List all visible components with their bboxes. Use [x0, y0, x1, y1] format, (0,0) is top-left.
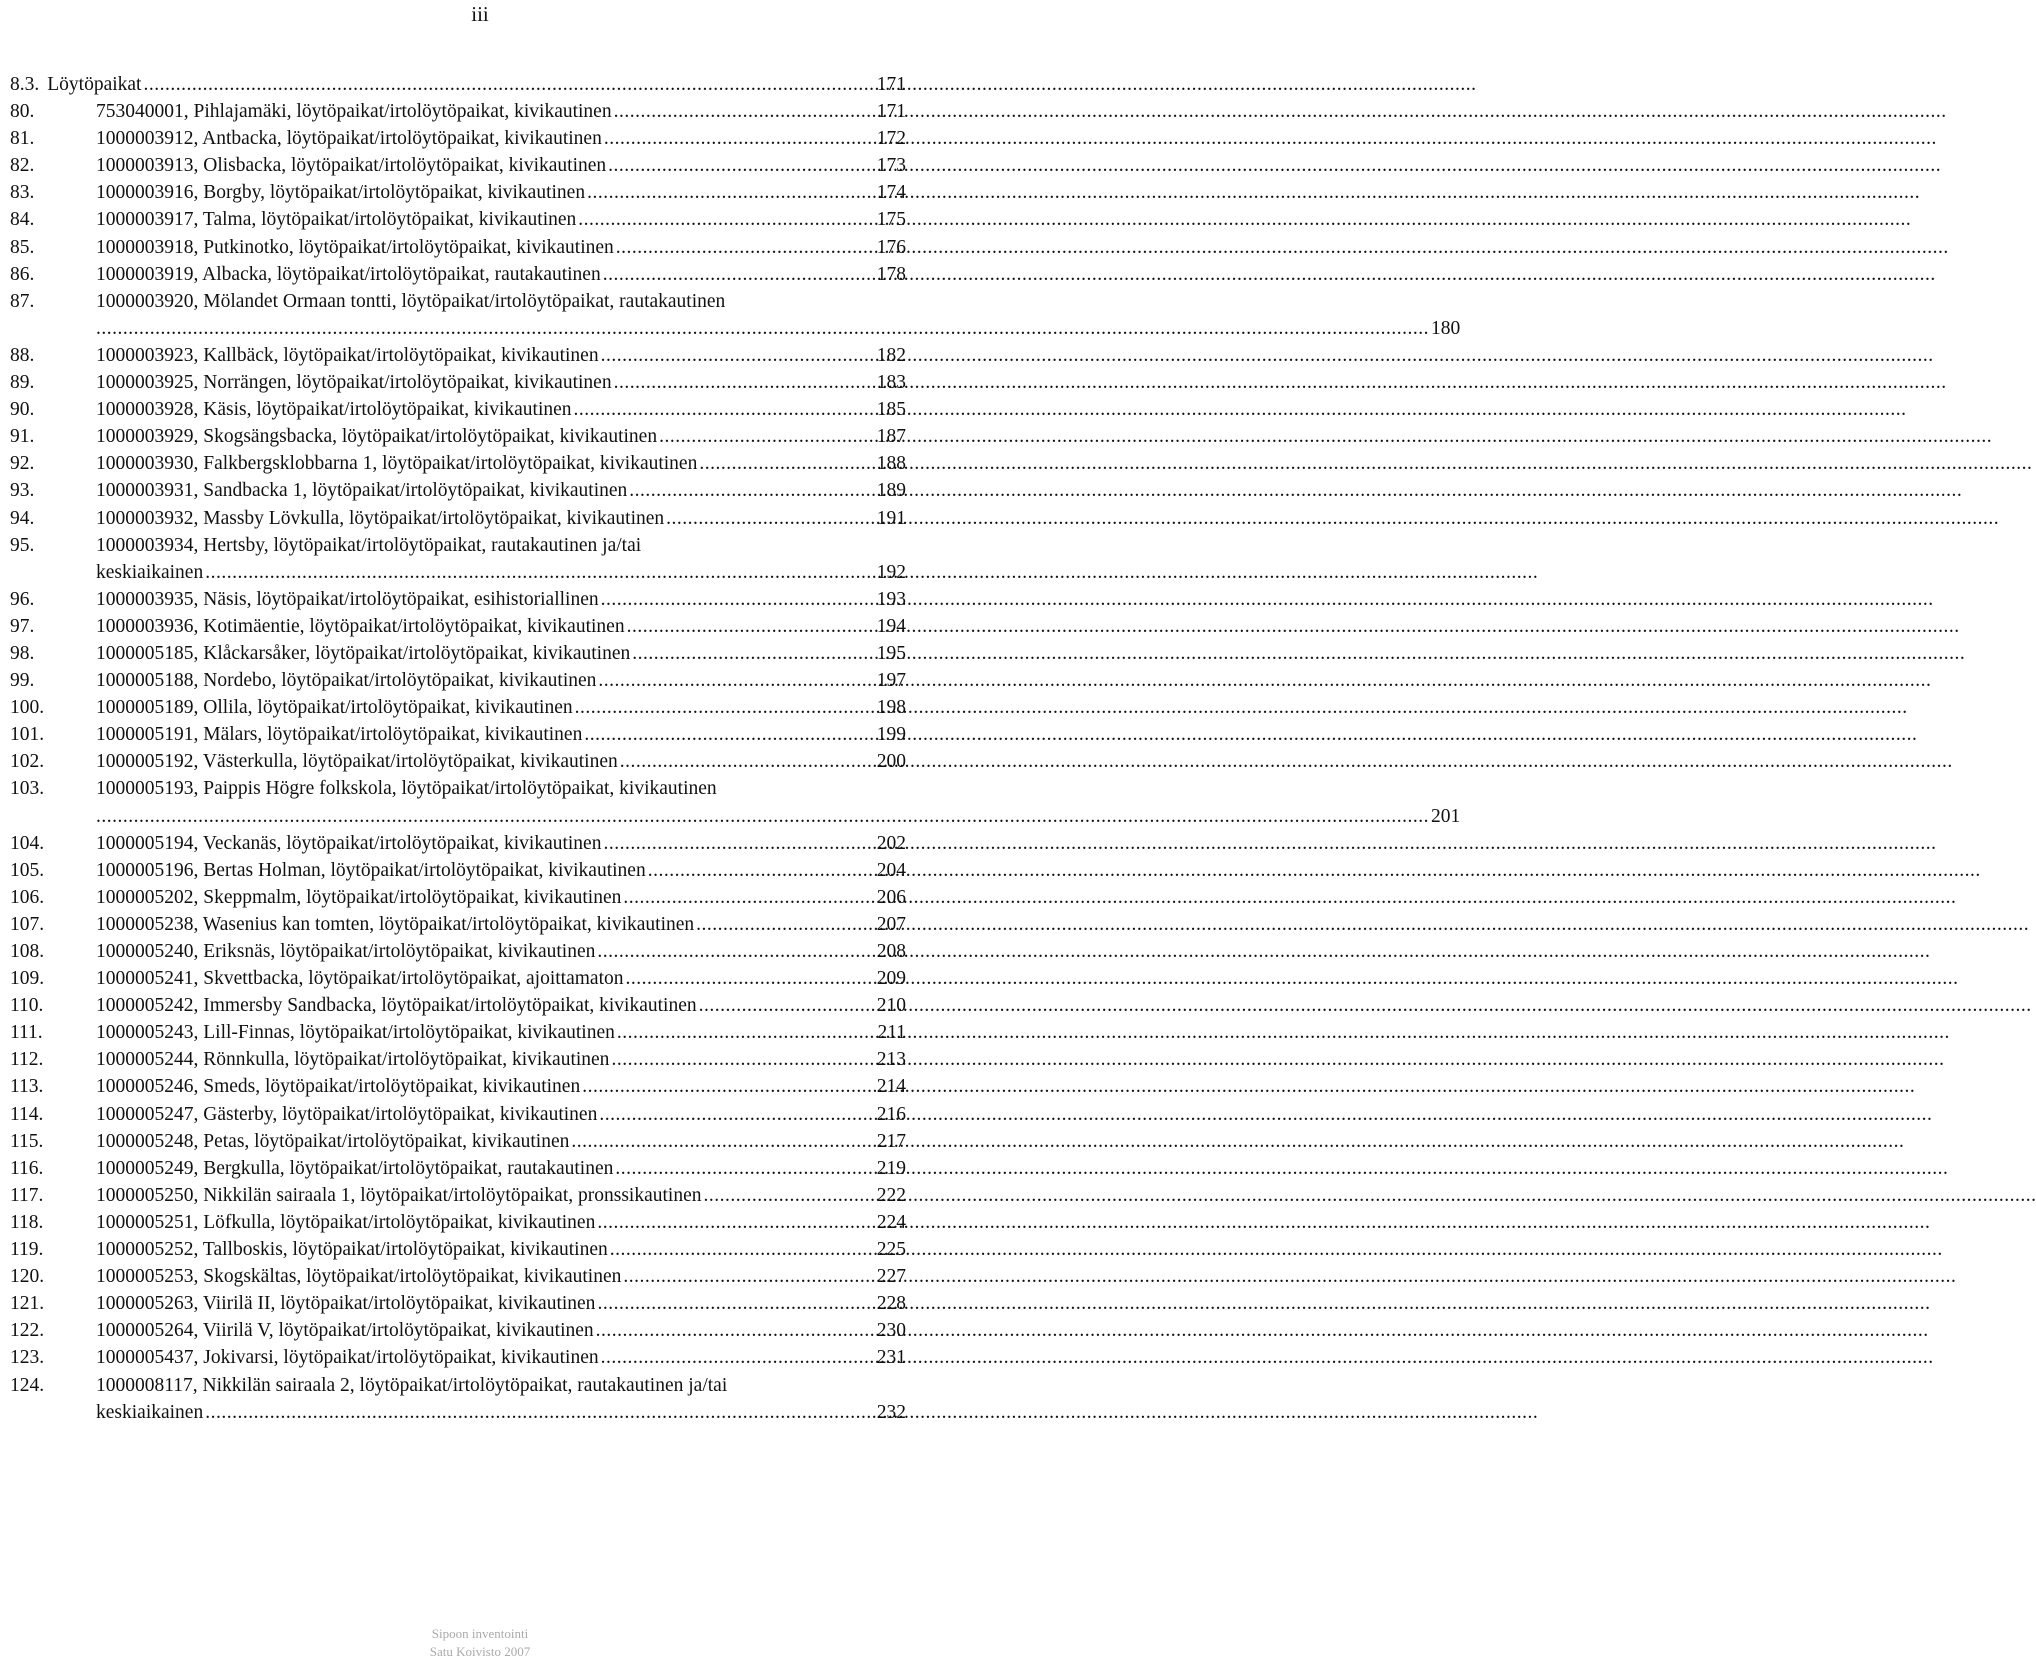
- toc-entry[interactable]: [10, 884, 906, 911]
- toc-entry-title: 1000003919, Albacka, löytöpaikat/irtolöytöpaikat, rautakautinen: [96, 263, 601, 285]
- toc-entry-title: 1000005246, Smeds, löytöpaikat/irtolöytöpaikat, kivikautinen: [96, 1076, 581, 1098]
- toc-entry-title: 1000005244, Rönnkulla, löytöpaikat/irtolöytöpaikat, kivikautinen: [96, 1049, 610, 1071]
- toc-entry[interactable]: [10, 667, 906, 694]
- toc-entry-leader: [627, 613, 875, 640]
- toc-entry-number: 90.: [10, 399, 35, 421]
- toc-entry-number: 107.: [10, 913, 45, 935]
- toc-entry-number: 121.: [10, 1293, 45, 1315]
- toc-entry-page: 178: [876, 263, 906, 285]
- toc-entry-leader: [599, 1101, 874, 1128]
- toc-entry[interactable]: [10, 1046, 906, 1073]
- toc-entry-number: 89.: [10, 372, 35, 394]
- toc-entry-title: 1000003936, Kotimäentie, löytöpaikat/irtolöytöpaikat, kivikautinen: [96, 615, 625, 637]
- toc-entry[interactable]: [10, 748, 906, 775]
- toc-entry-number: 110.: [10, 995, 44, 1017]
- footer-project: Sipoon inventointi: [431, 1626, 529, 1641]
- toc-entry-leader: [584, 721, 874, 748]
- toc-entry-title: 1000003929, Skogsängsbacka, löytöpaikat/irtolöytöpaikat, kivikautinen: [96, 426, 658, 448]
- toc-entry[interactable]: [10, 450, 906, 477]
- toc-entry-leader: [597, 1290, 874, 1317]
- toc-entry-number: 118.: [10, 1211, 44, 1233]
- toc-entry[interactable]: [10, 1317, 906, 1344]
- toc-entry-title: 1000005437, Jokivarsi, löytöpaikat/irtolöytöpaikat, kivikautinen: [96, 1347, 599, 1369]
- toc-entry-leader: [623, 1263, 874, 1290]
- toc-entry[interactable]: [10, 911, 906, 938]
- toc-entry-leader: [604, 125, 875, 152]
- toc-entry-title: 1000003930, Falkbergsklobbarna 1, löytöpaikat/irtolöytöpaikat, kivikautinen: [96, 453, 698, 475]
- toc-entry[interactable]: [10, 1128, 906, 1155]
- toc-entry-page: 208: [876, 941, 906, 962]
- toc-entry-page: 230: [876, 1320, 906, 1342]
- toc-entry-page: 201: [1431, 805, 1461, 827]
- toc-entry-page: 211: [877, 1022, 906, 1044]
- page-number: iii: [471, 2, 489, 26]
- toc-entry-number: 120.: [10, 1266, 45, 1288]
- toc-entry-number: 94.: [10, 507, 35, 529]
- toc-entry-leader: [597, 1209, 874, 1236]
- toc-entry-page: 224: [876, 1211, 906, 1233]
- toc-entry-page: 172: [876, 128, 906, 150]
- toc-entry-title: 1000005243, Lill-Finnas, löytöpaikat/irtolöytöpaikat, kivikautinen: [96, 1022, 615, 1044]
- toc-entry-leader: [696, 911, 875, 938]
- toc-entry-page: 214: [876, 1076, 906, 1098]
- toc-entry-title: 1000003932, Massby Lövkulla, löytöpaikat/irtolöytöpaikat, kivikautinen: [96, 507, 665, 529]
- toc-entry[interactable]: [10, 857, 906, 884]
- toc-entry-number: 111.: [10, 1022, 43, 1044]
- toc-entry-title: 1000003913, Olisbacka, löytöpaikat/irtolöytöpaikat, kivikautinen: [96, 155, 607, 177]
- toc-entry-leader: [659, 423, 875, 450]
- toc-entry-title: 1000005189, Ollila, löytöpaikat/irtolöytöpaikat, kivikautinen: [96, 697, 573, 719]
- toc-entry-leader: [596, 1317, 875, 1344]
- toc-entry-page: 199: [876, 724, 906, 746]
- toc-entry-number: 109.: [10, 968, 45, 990]
- toc-entry-number: 83.: [10, 182, 35, 204]
- toc-entry-title: 1000005253, Skogskältas, löytöpaikat/irtolöytöpaikat, kivikautinen: [96, 1266, 622, 1288]
- toc-entry-leader: [615, 1155, 874, 1182]
- toc-entry-page: 182: [876, 344, 906, 366]
- toc-entry-page: 207: [876, 913, 906, 935]
- toc-entry-title: 1000005251, Löfkulla, löytöpaikat/irtolöytöpaikat, kivikautinen: [96, 1211, 596, 1233]
- toc-entry-number: 106.: [10, 886, 45, 908]
- toc-entry-leader: [632, 640, 874, 667]
- toc-entry-page: 225: [876, 1239, 906, 1261]
- toc-entry[interactable]: [10, 206, 906, 233]
- toc-entry-leader: [603, 261, 875, 288]
- toc-entry-title: 1000005249, Bergkulla, löytöpaikat/irtolöytöpaikat, rautakautinen: [96, 1157, 614, 1179]
- footer-author: Satu Koivisto 2007: [429, 1644, 531, 1659]
- toc-entry-title: 1000003916, Borgby, löytöpaikat/irtolöytöpaikat, kivikautinen: [96, 182, 586, 204]
- toc-entry-leader: [597, 938, 874, 965]
- toc-entry-leader: [614, 98, 875, 125]
- toc-entry[interactable]: [10, 396, 906, 423]
- toc-entry-number: 82.: [10, 155, 35, 177]
- toc-entry[interactable]: [10, 288, 1461, 342]
- toc-entry-page: 197: [876, 670, 906, 692]
- toc-entry[interactable]: [10, 1182, 906, 1209]
- toc-entry-number: 101.: [10, 724, 45, 746]
- toc-entry-leader: [601, 586, 875, 613]
- toc-entry-number: 113.: [10, 1076, 44, 1098]
- toc-entry-page: 171: [876, 74, 906, 95]
- toc-entry-title: 1000005264, Viirilä V, löytöpaikat/irtolöytöpaikat, kivikautinen: [96, 1320, 594, 1342]
- toc-entry[interactable]: [10, 234, 906, 261]
- toc-entry-title: 1000003935, Näsis, löytöpaikat/irtolöytöpaikat, esihistoriallinen: [96, 588, 599, 610]
- toc-entry-page: 195: [876, 642, 906, 664]
- toc-entry-page: 227: [876, 1266, 906, 1288]
- toc-entry-number: 100.: [10, 697, 45, 719]
- toc-entry-title: 1000003912, Antbacka, löytöpaikat/irtolöytöpaikat, kivikautinen: [96, 128, 602, 150]
- toc-entry[interactable]: [10, 694, 906, 721]
- toc-entry[interactable]: [10, 152, 906, 179]
- toc-entry-number: 119.: [10, 1239, 44, 1261]
- toc-entry-page: 210: [876, 995, 906, 1017]
- toc-entry[interactable]: [10, 179, 906, 206]
- toc-entry[interactable]: [10, 1155, 906, 1182]
- toc-entry-number: 98.: [10, 642, 35, 664]
- toc-entry-number: 116.: [10, 1157, 44, 1179]
- toc-entry-title: 1000005248, Petas, löytöpaikat/irtolöytöpaikat, kivikautinen: [96, 1130, 570, 1152]
- toc-entry-title: 1000005263, Viirilä II, löytöpaikat/irtolöytöpaikat, kivikautinen: [96, 1293, 596, 1315]
- toc-entry[interactable]: [10, 477, 906, 504]
- toc-entry-number: 124.: [10, 1374, 45, 1396]
- toc-entry-page: 176: [876, 236, 906, 258]
- toc-entry-title: 1000005247, Gästerby, löytöpaikat/irtolöytöpaikat, kivikautinen: [96, 1103, 598, 1125]
- toc-entry-page: 193: [876, 588, 906, 610]
- table-of-contents: [10, 71, 1461, 1426]
- toc-entry-leader: [598, 667, 874, 694]
- toc-entry-leader: [629, 477, 874, 504]
- toc-entry-page: 173: [876, 155, 906, 177]
- toc-entry-leader: [699, 992, 875, 1019]
- toc-entry-title: 1000005252, Tallboskis, löytöpaikat/irtolöytöpaikat, kivikautinen: [96, 1239, 608, 1261]
- toc-entry-number: 102.: [10, 751, 45, 773]
- toc-entry-page: 189: [876, 480, 906, 502]
- toc-entry-number: 86.: [10, 263, 35, 285]
- toc-entry-page: 219: [876, 1157, 906, 1179]
- toc-entry-number: 115.: [10, 1130, 44, 1152]
- toc-entry-page: 213: [876, 1049, 906, 1071]
- toc-entry-leader: [625, 965, 874, 992]
- toc-entry[interactable]: [10, 1236, 906, 1263]
- toc-entry-page: 183: [876, 372, 906, 394]
- toc-entry-page: 222: [876, 1184, 906, 1206]
- toc-entry-title: 1000003928, Käsis, löytöpaikat/irtolöytöpaikat, kivikautinen: [96, 399, 572, 421]
- toc-entry-leader: [610, 1236, 875, 1263]
- toc-entry[interactable]: [10, 71, 906, 98]
- toc-entry-page: 180: [1431, 317, 1461, 339]
- toc-entry-leader: [699, 450, 874, 477]
- toc-entry[interactable]: [10, 640, 906, 667]
- toc-entry[interactable]: [10, 775, 1461, 829]
- toc-entry-leader: [611, 1046, 874, 1073]
- toc-entry-title: 1000005192, Västerkulla, löytöpaikat/irtolöytöpaikat, kivikautinen: [96, 751, 618, 773]
- toc-entry-title: 1000005240, Eriksnäs, löytöpaikat/irtolöytöpaikat, kivikautinen: [96, 941, 596, 962]
- toc-entry[interactable]: [10, 1209, 906, 1236]
- toc-entry-page: 174: [876, 182, 906, 204]
- toc-entry-number: 88.: [10, 344, 35, 366]
- toc-entry-leader: [96, 803, 1429, 830]
- toc-entry-number: 117.: [10, 1184, 44, 1206]
- toc-entry-page: 232: [876, 1401, 906, 1423]
- toc-entry-number: 85.: [10, 236, 35, 258]
- toc-entry-title: 1000003931, Sandbacka 1, löytöpaikat/irtolöytöpaikat, kivikautinen: [96, 480, 628, 502]
- toc-entry-page: 204: [876, 859, 906, 881]
- toc-entry-number: 91.: [10, 426, 35, 448]
- toc-entry-leader: [143, 71, 874, 98]
- toc-entry[interactable]: [10, 586, 906, 613]
- toc-entry-title-continued: keskiaikainen: [96, 1401, 204, 1423]
- toc-entry[interactable]: [10, 1073, 906, 1100]
- toc-entry-leader: [96, 315, 1429, 342]
- toc-entry-number: 103.: [10, 778, 45, 800]
- toc-entry[interactable]: [10, 505, 906, 532]
- toc-entry-page: 217: [876, 1130, 906, 1152]
- toc-entry-title: 1000005196, Bertas Holman, löytöpaikat/irtolöytöpaikat, kivikautinen: [96, 859, 646, 881]
- toc-entry-page: 198: [876, 697, 906, 719]
- toc-entry-title: 1000003923, Kallbäck, löytöpaikat/irtolöytöpaikat, kivikautinen: [96, 344, 599, 366]
- toc-entry-leader: [620, 748, 875, 775]
- toc-entry[interactable]: [10, 1019, 906, 1046]
- toc-entry-number: 87.: [10, 290, 35, 312]
- toc-entry-page: 200: [876, 751, 906, 773]
- toc-entry-title: 1000003934, Hertsby, löytöpaikat/irtolöytöpaikat, rautakautinen ja/tai: [96, 534, 642, 556]
- toc-entry[interactable]: [10, 613, 906, 640]
- toc-entry[interactable]: [10, 125, 906, 152]
- toc-entry-leader: [703, 1182, 874, 1209]
- toc-entry-leader: [574, 396, 875, 423]
- toc-entry-title: 1000005250, Nikkilän sairaala 1, löytöpaikat/irtolöytöpaikat, pronssikautinen: [96, 1184, 702, 1206]
- toc-entry-title: 1000003925, Norrängen, löytöpaikat/irtolöytöpaikat, kivikautinen: [96, 372, 612, 394]
- toc-entry-title: 1000003918, Putkinotko, löytöpaikat/irtolöytöpaikat, kivikautinen: [96, 236, 614, 258]
- toc-entry-number: 105.: [10, 859, 45, 881]
- toc-entry-number: 99.: [10, 670, 35, 692]
- toc-entry-page: 191: [876, 507, 906, 529]
- toc-entry-number: 8.3.: [10, 74, 40, 95]
- toc-entry-title: 1000003920, Mölandet Ormaan tontti, löytöpaikat/irtolöytöpaikat, rautakautinen: [96, 290, 726, 312]
- toc-entry-page: 188: [876, 453, 906, 475]
- toc-entry-page: 231: [876, 1347, 906, 1369]
- toc-entry[interactable]: [10, 1101, 906, 1128]
- toc-entry-leader: [648, 857, 875, 884]
- toc-entry[interactable]: [10, 261, 906, 288]
- toc-entry-leader: [666, 505, 875, 532]
- toc-entry-leader: [608, 152, 875, 179]
- toc-entry-leader: [575, 694, 875, 721]
- toc-entry-title: 1000005202, Skeppmalm, löytöpaikat/irtolöytöpaikat, kivikautinen: [96, 886, 622, 908]
- toc-entry-title: 1000005238, Wasenius kan tomten, löytöpaikat/irtolöytöpaikat, kivikautinen: [96, 913, 695, 935]
- toc-entry[interactable]: [10, 830, 906, 857]
- page-footer: [0, 1625, 960, 1661]
- toc-entry-leader: [571, 1128, 874, 1155]
- toc-entry-title: 753040001, Pihlajamäki, löytöpaikat/irtolöytöpaikat, kivikautinen: [96, 101, 612, 123]
- toc-entry-page: 228: [876, 1293, 906, 1315]
- toc-entry-title: 1000005185, Klåckarsåker, löytöpaikat/irtolöytöpaikat, kivikautinen: [96, 642, 631, 664]
- toc-entry-number: 81.: [10, 128, 35, 150]
- toc-entry-leader: [616, 234, 875, 261]
- toc-entry[interactable]: [10, 532, 906, 586]
- toc-entry-page: 209: [876, 968, 906, 990]
- toc-entry-leader: [205, 1399, 875, 1426]
- toc-entry[interactable]: [10, 938, 906, 965]
- toc-entry-number: 95.: [10, 534, 35, 556]
- toc-entry-leader: [603, 830, 874, 857]
- toc-entry-leader: [601, 342, 875, 369]
- toc-entry-title-continued: keskiaikainen: [96, 561, 204, 583]
- toc-entry-page: 171: [876, 101, 906, 123]
- toc-entry-number: 80.: [10, 101, 35, 123]
- toc-entry[interactable]: [10, 965, 906, 992]
- toc-entry-title: 1000005193, Paippis Högre folkskola, löytöpaikat/irtolöytöpaikat, kivikautinen: [96, 778, 717, 800]
- toc-entry[interactable]: [10, 342, 906, 369]
- toc-entry-title: 1000005188, Nordebo, löytöpaikat/irtolöytöpaikat, kivikautinen: [96, 670, 597, 692]
- toc-entry-leader: [205, 559, 875, 586]
- toc-entry-page: 187: [876, 426, 906, 448]
- toc-entry-title: 1000008117, Nikkilän sairaala 2, löytöpaikat/irtolöytöpaikat, rautakautinen ja/tai: [96, 1374, 728, 1396]
- toc-entry[interactable]: [10, 98, 906, 125]
- toc-entry-page: 202: [876, 832, 906, 854]
- toc-entry-number: 122.: [10, 1320, 45, 1342]
- toc-entry-page: 206: [876, 886, 906, 908]
- toc-entry-title: 1000005194, Veckanäs, löytöpaikat/irtolöytöpaikat, kivikautinen: [96, 832, 602, 854]
- toc-entry-page: 192: [876, 561, 906, 583]
- toc-entry-leader: [578, 206, 874, 233]
- toc-entry[interactable]: [10, 1263, 906, 1290]
- toc-entry[interactable]: [10, 369, 906, 396]
- toc-entry-number: 84.: [10, 209, 35, 231]
- toc-entry-title: Löytöpaikat: [47, 74, 142, 95]
- toc-entry[interactable]: [10, 1372, 906, 1426]
- toc-entry-title: 1000005242, Immersby Sandbacka, löytöpaikat/irtolöytöpaikat, kivikautinen: [96, 995, 697, 1017]
- toc-entry[interactable]: [10, 1290, 906, 1317]
- toc-entry-leader: [623, 884, 874, 911]
- toc-entry-page: 185: [876, 399, 906, 421]
- toc-entry-number: 108.: [10, 941, 45, 962]
- toc-entry[interactable]: [10, 423, 906, 450]
- toc-entry-number: 114.: [10, 1103, 44, 1125]
- toc-entry[interactable]: [10, 721, 906, 748]
- toc-entry-number: 96.: [10, 588, 35, 610]
- toc-entry-number: 112.: [10, 1049, 44, 1071]
- toc-entry-title: 1000005191, Mälars, löytöpaikat/irtolöytöpaikat, kivikautinen: [96, 724, 583, 746]
- toc-entry-leader: [601, 1344, 875, 1371]
- toc-entry-number: 123.: [10, 1347, 45, 1369]
- toc-entry-leader: [614, 369, 875, 396]
- toc-entry-title: 1000005241, Skvettbacka, löytöpaikat/irtolöytöpaikat, ajoittamaton: [96, 968, 624, 990]
- toc-entry-leader: [587, 179, 875, 206]
- toc-entry-leader: [582, 1073, 875, 1100]
- toc-entry-number: 97.: [10, 615, 35, 637]
- toc-entry-number: 104.: [10, 832, 45, 854]
- toc-entry-number: 93.: [10, 480, 35, 502]
- toc-entry-leader: [617, 1019, 876, 1046]
- toc-entry-page: 175: [876, 209, 906, 231]
- toc-entry[interactable]: [10, 1344, 906, 1371]
- toc-entry-page: 194: [876, 615, 906, 637]
- toc-entry-title: 1000003917, Talma, löytöpaikat/irtolöytöpaikat, kivikautinen: [96, 209, 577, 231]
- toc-entry[interactable]: [10, 992, 906, 1019]
- toc-entry-page: 216: [876, 1103, 906, 1125]
- toc-entry-number: 92.: [10, 453, 35, 475]
